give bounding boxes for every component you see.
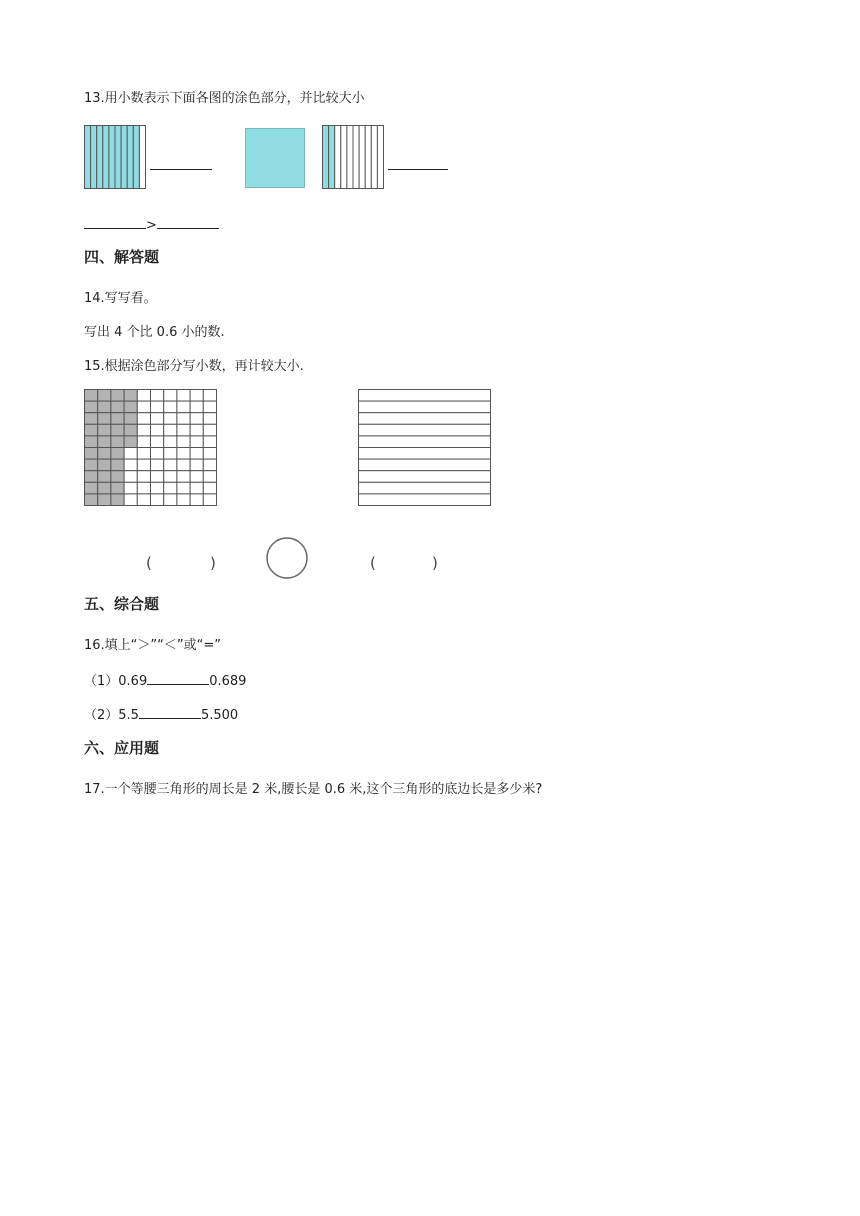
shaded-cell bbox=[98, 482, 111, 494]
q15-answer-blank-right[interactable] bbox=[382, 552, 430, 574]
q15-paren-left-close: ) bbox=[210, 554, 216, 572]
shaded-cell bbox=[111, 448, 124, 460]
q15-grid-figure bbox=[84, 389, 217, 506]
shaded-strip bbox=[85, 126, 91, 189]
grid-cell bbox=[151, 436, 164, 448]
grid-cell bbox=[164, 494, 177, 506]
shaded-cell bbox=[85, 424, 98, 436]
grid-cell bbox=[164, 448, 177, 460]
unshaded-strip bbox=[377, 126, 383, 189]
grid-cell bbox=[203, 494, 216, 506]
horizontal-strip bbox=[359, 401, 491, 413]
shaded-cell bbox=[111, 413, 124, 425]
grid-cell bbox=[137, 494, 150, 506]
shaded-cell bbox=[111, 482, 124, 494]
horizontal-strip bbox=[359, 448, 491, 460]
q14-text: 14.写写看。 bbox=[84, 291, 157, 306]
q15-compare-circle[interactable] bbox=[265, 536, 309, 580]
grid-cell bbox=[137, 471, 150, 483]
grid-cell bbox=[177, 448, 190, 460]
shaded-strip bbox=[91, 126, 97, 189]
shaded-cell bbox=[124, 390, 137, 402]
horizontal-strip bbox=[359, 424, 491, 436]
q13-compare-sign: > bbox=[146, 218, 157, 233]
shaded-cell bbox=[85, 459, 98, 471]
unshaded-strip bbox=[371, 126, 377, 189]
shaded-cell bbox=[111, 471, 124, 483]
shaded-strip bbox=[329, 126, 335, 189]
q13-compare-line bbox=[84, 216, 219, 234]
grid-cell bbox=[164, 482, 177, 494]
q16-item-2-left: （2）5.5 bbox=[84, 708, 139, 723]
grid-cell bbox=[137, 401, 150, 413]
shaded-cell bbox=[111, 494, 124, 506]
shaded-strip bbox=[133, 126, 139, 189]
horizontal-strip bbox=[359, 413, 491, 425]
grid-cell bbox=[203, 436, 216, 448]
shaded-cell bbox=[85, 448, 98, 460]
grid-cell bbox=[190, 436, 203, 448]
grid-cell bbox=[137, 482, 150, 494]
q15-strip-figure bbox=[358, 389, 492, 506]
shaded-strip bbox=[121, 126, 127, 189]
grid-cell bbox=[151, 482, 164, 494]
grid-cell bbox=[164, 390, 177, 402]
q17-text: 17.一个等腰三角形的周长是 2 米,腰长是 0.6 米,这个三角形的底边长是多少米? bbox=[84, 782, 543, 797]
unshaded-strip bbox=[347, 126, 353, 189]
shaded-strip bbox=[127, 126, 133, 189]
q13-text: 13.用小数表示下面各图的涂色部分，并比较大小 bbox=[84, 91, 365, 106]
q15-paren-left-open: ( bbox=[146, 554, 152, 572]
grid-cell bbox=[177, 482, 190, 494]
shaded-cell bbox=[124, 401, 137, 413]
grid-cell bbox=[151, 401, 164, 413]
shaded-strip bbox=[109, 126, 115, 189]
shaded-cell bbox=[111, 459, 124, 471]
q14-sub: 写出 4 个比 0.6 小的数. bbox=[84, 325, 225, 340]
grid-cell bbox=[124, 482, 137, 494]
q13-figure-1 bbox=[84, 125, 146, 189]
shaded-cell bbox=[98, 401, 111, 413]
shaded-cell bbox=[98, 390, 111, 402]
grid-cell bbox=[177, 390, 190, 402]
horizontal-strip bbox=[359, 436, 491, 448]
shaded-cell bbox=[111, 436, 124, 448]
q15-answer-blank-left[interactable] bbox=[158, 552, 208, 574]
q16-item-1-right: 0.689 bbox=[209, 674, 247, 689]
shaded-strip bbox=[323, 126, 329, 189]
q13-answer-blank-2[interactable] bbox=[388, 169, 448, 170]
grid-cell bbox=[164, 459, 177, 471]
q16-item-1 bbox=[84, 672, 246, 690]
shaded-cell bbox=[111, 401, 124, 413]
grid-cell bbox=[177, 494, 190, 506]
grid-cell bbox=[177, 459, 190, 471]
shaded-cell bbox=[98, 413, 111, 425]
grid-cell bbox=[203, 482, 216, 494]
q16-item-2 bbox=[84, 706, 238, 724]
shaded-cell bbox=[98, 459, 111, 471]
grid-cell bbox=[190, 390, 203, 402]
grid-cell bbox=[151, 413, 164, 425]
grid-cell bbox=[203, 401, 216, 413]
shaded-cell bbox=[85, 482, 98, 494]
shaded-strip bbox=[97, 126, 103, 189]
grid-cell bbox=[164, 401, 177, 413]
q13-figure-2 bbox=[245, 128, 305, 188]
horizontal-strip bbox=[359, 494, 491, 506]
shaded-cell bbox=[124, 424, 137, 436]
grid-cell bbox=[151, 459, 164, 471]
shaded-cell bbox=[98, 424, 111, 436]
shaded-cell bbox=[85, 494, 98, 506]
grid-cell bbox=[151, 390, 164, 402]
shaded-cell bbox=[85, 471, 98, 483]
unshaded-strip bbox=[335, 126, 341, 189]
shaded-cell bbox=[85, 390, 98, 402]
horizontal-strip bbox=[359, 471, 491, 483]
grid-cell bbox=[190, 459, 203, 471]
unshaded-strip bbox=[341, 126, 347, 189]
grid-cell bbox=[203, 448, 216, 460]
grid-cell bbox=[137, 413, 150, 425]
grid-cell bbox=[177, 436, 190, 448]
shaded-cell bbox=[85, 401, 98, 413]
grid-cell bbox=[203, 459, 216, 471]
q15-paren-right-close: ) bbox=[432, 554, 438, 572]
shaded-cell bbox=[98, 436, 111, 448]
grid-cell bbox=[177, 401, 190, 413]
grid-cell bbox=[177, 424, 190, 436]
shaded-cell bbox=[111, 390, 124, 402]
shaded-cell bbox=[124, 436, 137, 448]
grid-cell bbox=[124, 471, 137, 483]
q16-item-1-left: （1）0.69 bbox=[84, 674, 148, 689]
grid-cell bbox=[137, 448, 150, 460]
horizontal-strip bbox=[359, 482, 491, 494]
q16-item-2-blank[interactable] bbox=[139, 706, 201, 719]
grid-cell bbox=[124, 494, 137, 506]
q13-figure-3 bbox=[322, 125, 384, 189]
grid-cell bbox=[124, 459, 137, 471]
q13-compare-blank-right[interactable] bbox=[157, 216, 219, 229]
grid-cell bbox=[151, 494, 164, 506]
grid-cell bbox=[203, 390, 216, 402]
grid-cell bbox=[151, 471, 164, 483]
shaded-cell bbox=[98, 494, 111, 506]
q16-text: 16.填上“＞”“＜”或“=” bbox=[84, 638, 221, 653]
section-6-title: 六、应用题 bbox=[84, 739, 160, 757]
shaded-cell bbox=[124, 413, 137, 425]
shaded-cell bbox=[85, 436, 98, 448]
horizontal-strip bbox=[359, 390, 491, 402]
grid-cell bbox=[137, 390, 150, 402]
shaded-cell bbox=[85, 413, 98, 425]
grid-cell bbox=[190, 424, 203, 436]
q16-item-1-blank[interactable] bbox=[147, 672, 209, 685]
grid-cell bbox=[151, 448, 164, 460]
grid-cell bbox=[164, 471, 177, 483]
q16-item-2-right: 5.500 bbox=[200, 708, 239, 723]
grid-cell bbox=[164, 424, 177, 436]
q15-text: 15.根据涂色部分写小数，再计较大小. bbox=[84, 359, 304, 374]
unshaded-strip bbox=[139, 126, 145, 189]
grid-cell bbox=[190, 471, 203, 483]
grid-cell bbox=[137, 459, 150, 471]
shaded-cell bbox=[98, 471, 111, 483]
section-5-title: 五、综合题 bbox=[84, 595, 160, 613]
grid-cell bbox=[190, 482, 203, 494]
grid-cell bbox=[164, 436, 177, 448]
grid-cell bbox=[137, 424, 150, 436]
grid-cell bbox=[190, 413, 203, 425]
grid-cell bbox=[190, 448, 203, 460]
unshaded-strip bbox=[365, 126, 371, 189]
grid-cell bbox=[203, 413, 216, 425]
shaded-cell bbox=[111, 424, 124, 436]
grid-cell bbox=[203, 424, 216, 436]
unshaded-strip bbox=[353, 126, 359, 189]
q13-answer-blank-1[interactable] bbox=[150, 169, 212, 170]
grid-cell bbox=[164, 413, 177, 425]
grid-cell bbox=[137, 436, 150, 448]
shaded-strip bbox=[115, 126, 121, 189]
section-4-title: 四、解答题 bbox=[84, 248, 160, 266]
grid-cell bbox=[124, 448, 137, 460]
q13-compare-blank-left[interactable] bbox=[84, 216, 146, 229]
grid-cell bbox=[190, 401, 203, 413]
grid-cell bbox=[190, 494, 203, 506]
grid-cell bbox=[177, 471, 190, 483]
shaded-strip bbox=[103, 126, 109, 189]
grid-cell bbox=[151, 424, 164, 436]
horizontal-strip bbox=[359, 459, 491, 471]
unshaded-strip bbox=[359, 126, 365, 189]
q15-paren-right-open: ( bbox=[370, 554, 376, 572]
grid-cell bbox=[203, 471, 216, 483]
shaded-cell bbox=[98, 448, 111, 460]
grid-cell bbox=[177, 413, 190, 425]
